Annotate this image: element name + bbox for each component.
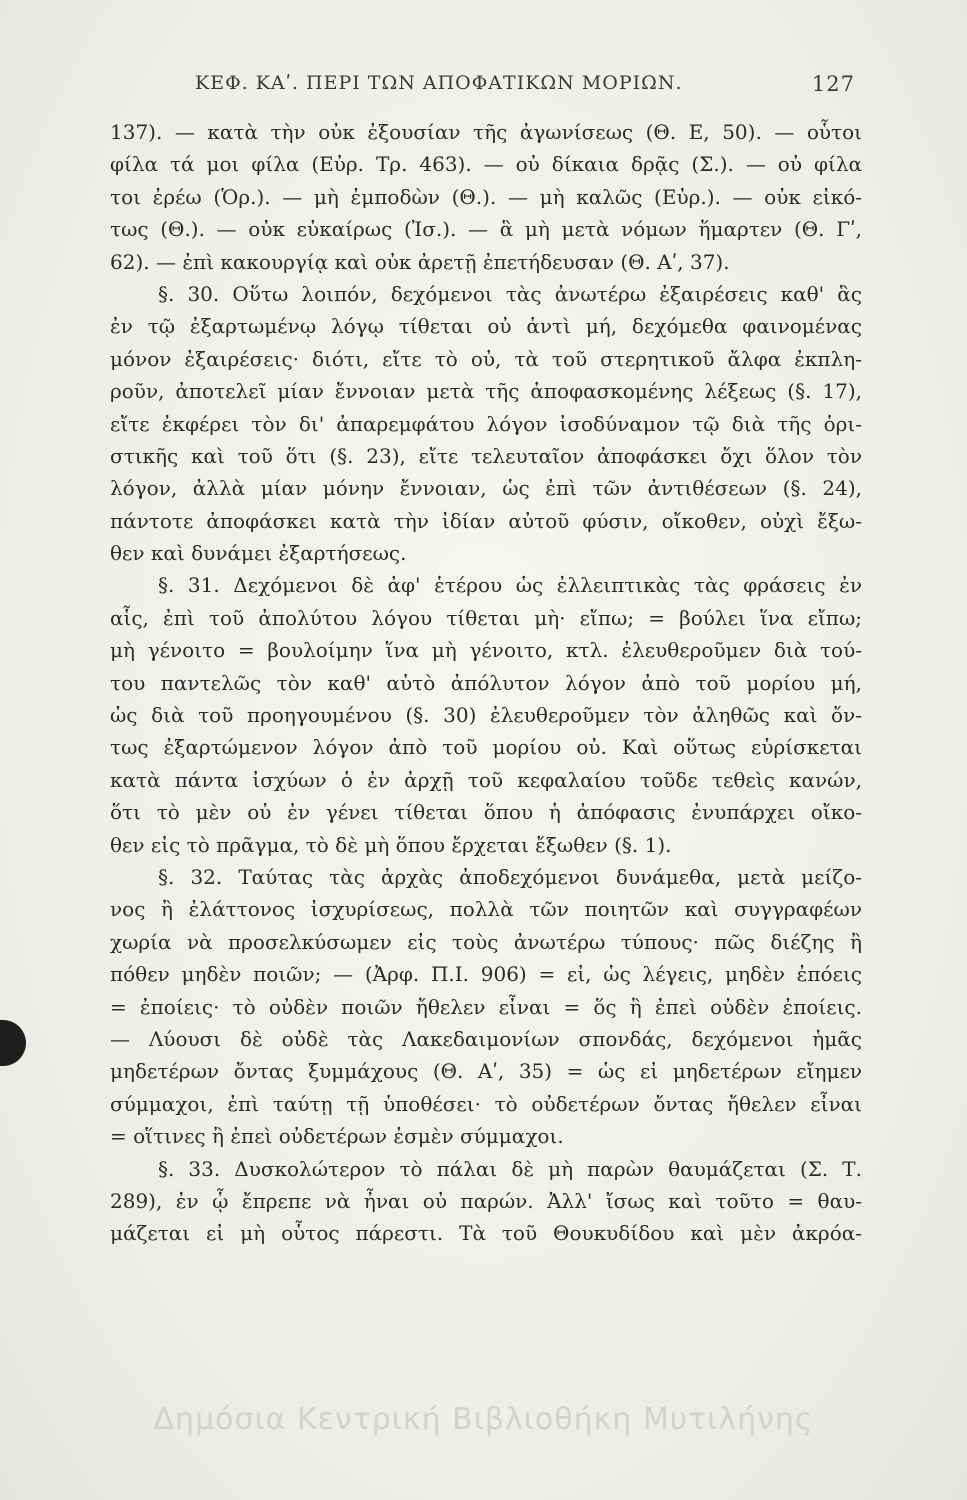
text-line: ὡς διὰ τοῦ προηγουμένου (§. 30) ἐλευθεροῦμεν τὸν ἀληθῶς καὶ ὄν- xyxy=(110,703,862,728)
text-line: μάζεται εἰ μὴ οὗτος πάρεστι. Τὰ τοῦ Θουκυδίδου καὶ μὲν ἀκρόα- xyxy=(110,1221,862,1246)
text-line: του παντελῶς τὸν καθ' αὑτὸ ἀπόλυτον λόγον ἀπὸ τοῦ μορίου μή, xyxy=(110,670,862,695)
page-header xyxy=(195,72,855,112)
text-line: 137). — κατὰ τὴν οὐκ ἐξουσίαν τῆς ἀγωνίσεως (Θ. Ε, 50). — οὗτοι xyxy=(110,120,862,144)
binding-hole-mark xyxy=(0,1020,26,1066)
text-line: — Λύουσι δὲ οὐδὲ τὰς Λακεδαιμονίων σπονδάς, δεχόμενοι ἡμᾶς xyxy=(110,1026,862,1051)
text-line: ροῦν, ἀποτελεῖ μίαν ἔννοιαν μετὰ τῆς ἀποφασκομένης λέξεως (§. 17), xyxy=(110,379,862,404)
text-line: μόνον ἐξαιρέσεις· διότι, εἴτε τὸ οὐ, τὰ τοῦ στερητικοῦ ἄλφα ἐκπλη- xyxy=(110,346,862,371)
text-line: φίλα τά μοι φίλα (Εὐρ. Τρ. 463). — οὐ δίκαια δρᾷς (Σ.). — οὐ φίλα xyxy=(110,152,862,177)
text-line: νος ἢ ἐλάττονος ἰσχυρίσεως, πολλὰ τῶν ποιητῶν καὶ συγγραφέων xyxy=(110,897,862,922)
text-line: τως (Θ.). — οὐκ εὐκαίρως (Ἰσ.). — ἃ μὴ μετὰ νόμων ἥμαρτεν (Θ. Γʹ, xyxy=(110,217,862,242)
section-31-start: §. 31. Δεχόμενοι δὲ ἀφ' ἑτέρου ὡς ἐλλειπτικὰς τὰς φράσεις ἐν xyxy=(158,573,862,598)
running-title: ΚΕΦ. ΚΑʹ. ΠΕΡΙ ΤΩΝ ΑΠΟΦΑΤΙΚΩΝ ΜΟΡΙΩΝ. xyxy=(195,72,683,94)
page-body xyxy=(110,116,862,1250)
page-number: 127 xyxy=(811,72,855,96)
text-line: πόθεν μηδὲν ποιῶν; — (Ἀρφ. Π.Ι. 906) = εἰ, ὡς λέγεις, μηδὲν ἐπόεις xyxy=(110,962,862,987)
text-line: πάντοτε ἀποφάσκει κατὰ τὴν ἰδίαν αὐτοῦ φύσιν, οἴκοθεν, οὐχὶ ἔξω- xyxy=(110,508,862,533)
text-line: ἐν τῷ ἐξαρτωμένῳ λόγῳ τίθεται οὐ ἀντὶ μή, δεχόμεθα φαινομένας xyxy=(110,314,862,339)
text-line: θεν εἰς τὸ πρᾶγμα, τὸ δὲ μὴ ὅπου ἔρχεται ἔξωθεν (§. 1). xyxy=(110,832,672,857)
text-line: = οἵτινες ἢ ἐπεὶ οὐδετέρων ἐσμὲν σύμμαχοι. xyxy=(110,1124,564,1149)
text-line: τως ἐξαρτώμενον λόγον ἀπὸ τοῦ μορίου οὐ. Καὶ οὕτως εὑρίσκεται xyxy=(110,735,862,760)
text-line: λόγον, ἀλλὰ μίαν μόνην ἔννοιαν, ὡς ἐπὶ τῶν ἀντιθέσεων (§. 24), xyxy=(110,476,862,501)
section-32-start: §. 32. Ταύτας τὰς ἀρχὰς ἀποδεχόμενοι δυνάμεθα, μετὰ μείζο- xyxy=(158,864,862,889)
library-watermark: Δημόσια Κεντρική Βιβλιοθήκη Μυτιλήνης xyxy=(153,1402,814,1437)
text-line: αἷς, ἐπὶ τοῦ ἀπολύτου λόγου τίθεται μὴ· εἴπω; = βούλει ἵνα εἴπω; xyxy=(110,605,862,630)
text-line: μηδετέρων ὄντας ξυμμάχους (Θ. Αʹ, 35) = ὡς εἰ μηδετέρων εἴημεν xyxy=(110,1059,862,1084)
text-line: εἴτε ἐκφέρει τὸν δι' ἀπαρεμφάτου λόγον ἰσοδύναμον τῷ διὰ τῆς ὁρι- xyxy=(110,411,862,436)
text-line: στικῆς καὶ τοῦ ὅτι (§. 23), εἴτε τελευταῖον ἀποφάσκει ὄχι ὅλον τὸν xyxy=(110,443,862,468)
section-30-start: §. 30. Οὕτω λοιπόν, δεχόμενοι τὰς ἀνωτέρω ἐξαιρέσεις καθ' ἃς xyxy=(158,281,862,306)
section-33-start: §. 33. Δυσκολώτερον τὸ πάλαι δὲ μὴ παρὼν θαυμάζεται (Σ. Τ. xyxy=(158,1156,862,1181)
text-line: = ἐποίεις· τὸ οὐδὲν ποιῶν ἤθελεν εἶναι = ὅς ἢ ἐπεὶ οὐδὲν ἐποίεις. xyxy=(110,994,862,1019)
text-line: χωρία νὰ προσελκύσωμεν εἰς τοὺς ἀνωτέρω τύπους· πῶς διέζης ἢ xyxy=(110,929,862,954)
text-line: 62). — ἐπὶ κακουργίᾳ καὶ οὐκ ἀρετῇ ἐπετήδευσαν (Θ. Αʹ, 37). xyxy=(110,249,730,274)
text-line: θεν καὶ δυνάμει ἐξαρτήσεως. xyxy=(110,541,407,566)
text-line: τοι ἐρέω (Ὁρ.). — μὴ ἐμποδὼν (Θ.). — μὴ καλῶς (Εὐρ.). — οὐκ εἰκό- xyxy=(110,184,862,209)
text-line: κατὰ πάντα ἰσχύων ὁ ἐν ἀρχῇ τοῦ κεφαλαίου τοῦδε τεθεὶς κανών, xyxy=(110,767,862,792)
text-line: ὅτι τὸ μὲν οὐ ἐν γένει τίθεται ὅπου ἡ ἀπόφασις ἐνυπάρχει οἴκο- xyxy=(110,800,862,825)
text-line: 289), ἐν ᾧ ἔπρεπε νὰ ἦναι οὐ παρών. Ἀλλ' ἴσως καὶ τοῦτο = θαυ- xyxy=(110,1188,862,1213)
text-line: σύμμαχοι, ἐπὶ ταύτῃ τῇ ὑποθέσει· τὸ οὐδετέρων ὄντας ἤθελεν εἶναι xyxy=(110,1091,862,1116)
text-line: μὴ γένοιτο = βουλοίμην ἵνα μὴ γένοιτο, κτλ. ἐλευθεροῦμεν διὰ τού- xyxy=(110,638,862,663)
